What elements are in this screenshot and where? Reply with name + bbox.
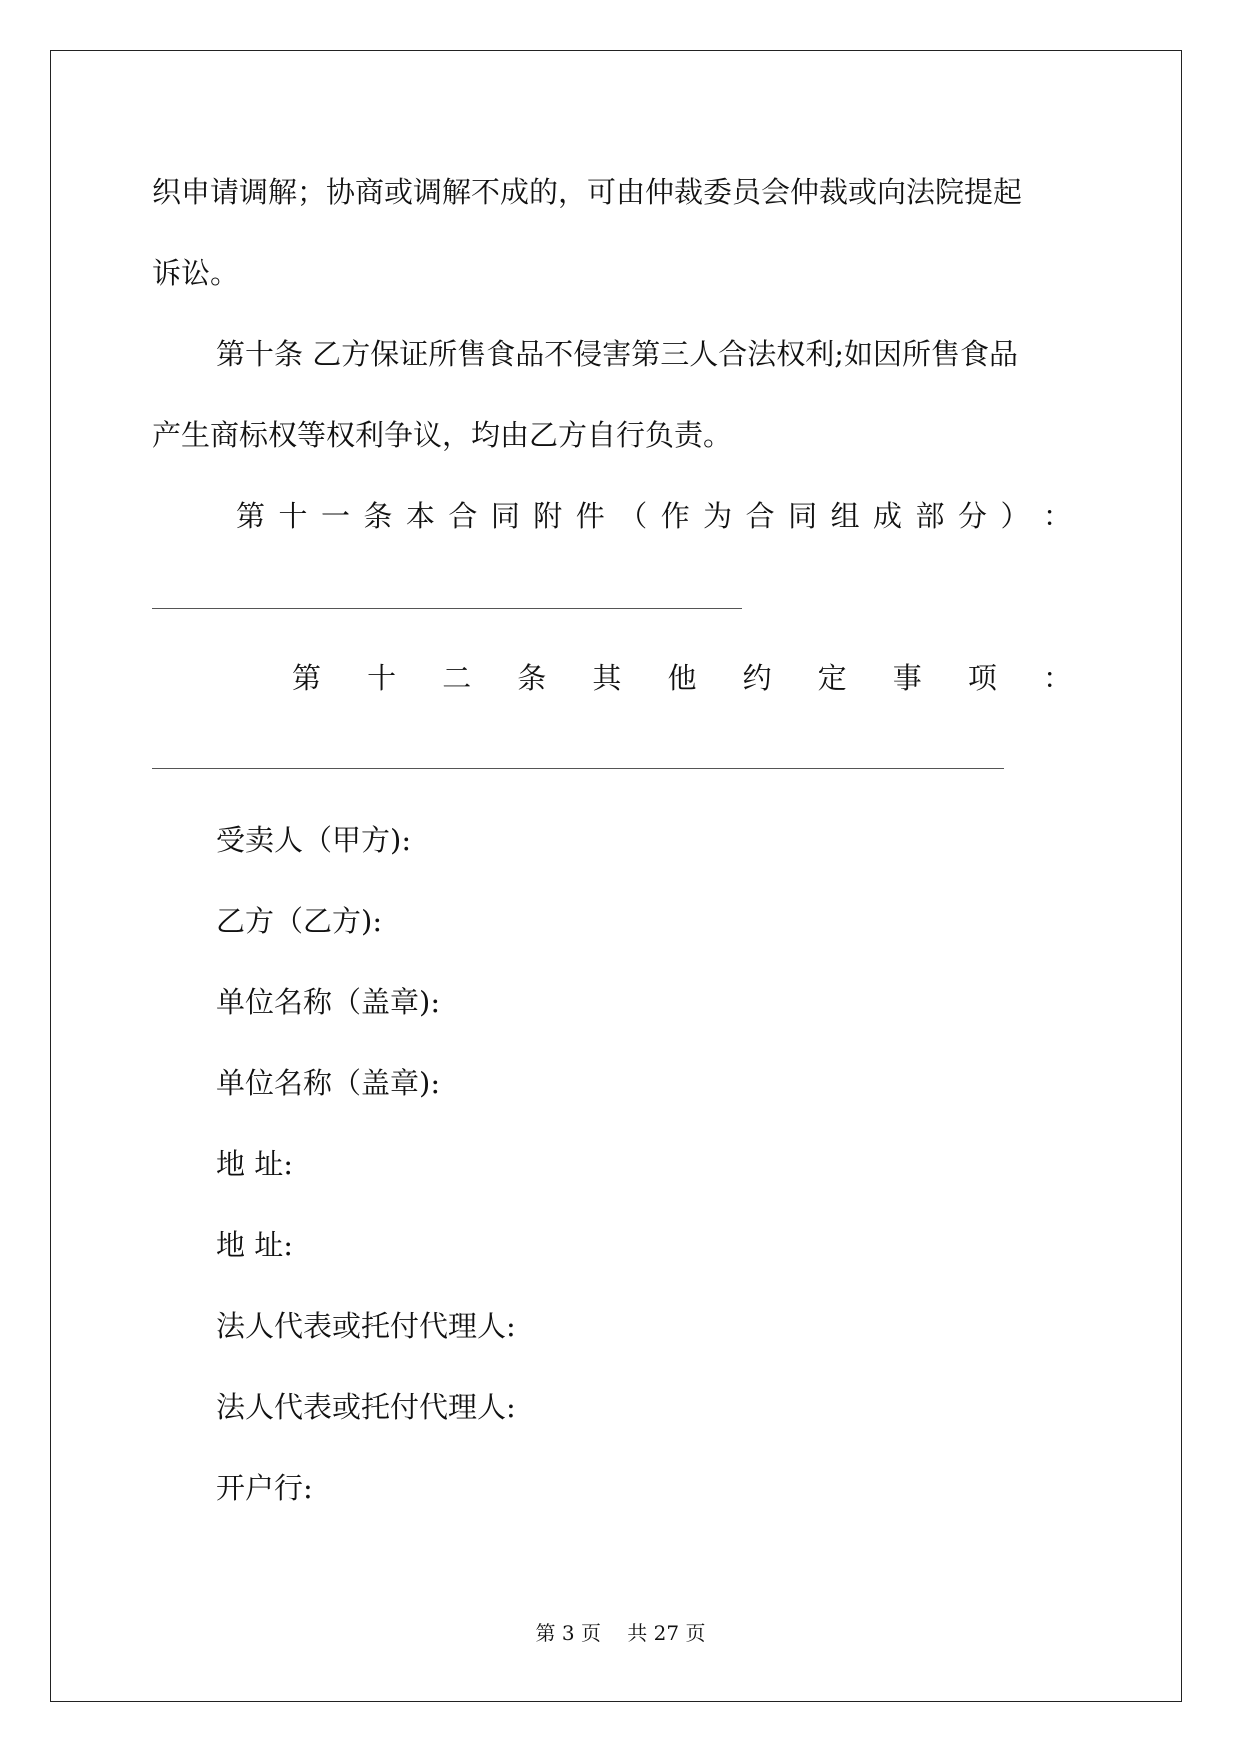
heading-char: 二 bbox=[442, 661, 472, 695]
heading-char: 事 bbox=[892, 661, 922, 695]
text-line: 织申请调解；协商或调解不成的，可由仲裁委员会仲裁或向法院提起 bbox=[152, 175, 1023, 209]
heading-char: 定 bbox=[817, 661, 847, 695]
heading-char: 作 bbox=[660, 499, 690, 533]
heading-char: ） bbox=[1000, 499, 1030, 533]
heading-char: 同 bbox=[490, 499, 520, 533]
heading-char: 合 bbox=[745, 499, 775, 533]
heading-char: 条 bbox=[517, 661, 547, 695]
signature-field-label: 受卖人（甲方): bbox=[216, 823, 412, 857]
text-line: 产生商标权等权利争议，均由乙方自行负责。 bbox=[152, 418, 733, 452]
heading-char: 十 bbox=[278, 499, 308, 533]
heading-char: 其 bbox=[592, 661, 622, 695]
article-11-heading bbox=[236, 496, 1072, 536]
signature-field-label: 法人代表或托付代理人: bbox=[216, 1390, 516, 1424]
heading-char: 分 bbox=[957, 499, 987, 533]
heading-char: 同 bbox=[788, 499, 818, 533]
signature-field-label: 乙方（乙方): bbox=[216, 904, 383, 938]
text-line: 诉讼。 bbox=[152, 256, 240, 290]
heading-char: 附 bbox=[533, 499, 563, 533]
heading-char: 成 bbox=[873, 499, 903, 533]
signature-field-label: 地 址: bbox=[216, 1147, 293, 1181]
article-10-line: 第十条 乙方保证所售食品不侵害第三人合法权利;如因所售食品 bbox=[216, 337, 1018, 371]
heading-char: 部 bbox=[915, 499, 945, 533]
page-frame bbox=[50, 50, 1182, 1702]
article-12-heading bbox=[292, 658, 1072, 698]
signature-field-label: 单位名称（盖章): bbox=[216, 985, 441, 1019]
blank-fill-line bbox=[152, 608, 742, 609]
blank-fill-line bbox=[152, 768, 1004, 769]
heading-char: 约 bbox=[742, 661, 772, 695]
heading-char: 一 bbox=[320, 499, 350, 533]
heading-char: 条 bbox=[363, 499, 393, 533]
heading-char: （ bbox=[618, 499, 648, 533]
signature-field-label: 单位名称（盖章): bbox=[216, 1066, 441, 1100]
heading-char: 组 bbox=[830, 499, 860, 533]
heading-char: 第 bbox=[292, 661, 322, 695]
heading-char: 件 bbox=[575, 499, 605, 533]
heading-char: ： bbox=[1042, 661, 1072, 695]
heading-char: 为 bbox=[703, 499, 733, 533]
signature-field-label: 地 址: bbox=[216, 1228, 293, 1262]
heading-char: ： bbox=[1042, 499, 1072, 533]
heading-char: 十 bbox=[367, 661, 397, 695]
heading-char: 合 bbox=[448, 499, 478, 533]
heading-char: 他 bbox=[667, 661, 697, 695]
signature-field-label: 开户行: bbox=[216, 1471, 313, 1505]
heading-char: 本 bbox=[405, 499, 435, 533]
heading-char: 第 bbox=[236, 499, 266, 533]
signature-field-label: 法人代表或托付代理人: bbox=[216, 1309, 516, 1343]
page-number: 第 3 页 共 27 页 bbox=[535, 1621, 706, 1645]
heading-char: 项 bbox=[967, 661, 997, 695]
